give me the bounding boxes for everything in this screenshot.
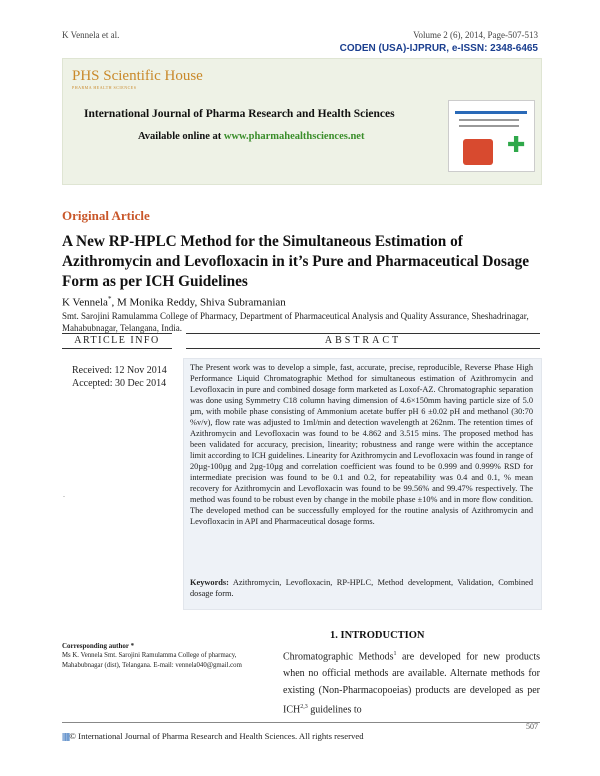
- received-date: Received: 12 Nov 2014: [72, 365, 167, 376]
- cover-title-strip: [455, 111, 527, 114]
- publisher-logo: PHS Scientific House: [72, 68, 203, 84]
- co-authors: , M Monika Reddy, Shiva Subramanian: [111, 296, 286, 309]
- cover-emblem: [463, 139, 493, 165]
- corresponding-author-details: Ms K. Vennela Smt. Sarojini Ramulamma College of pharmacy, Mahabubnagar (dist), Telangana. E-mail: vennela040@gmail.com: [62, 652, 242, 669]
- divider: [62, 333, 172, 334]
- page-number: 507: [526, 722, 538, 731]
- reference-mark: 1: [393, 651, 397, 657]
- copyright-footer: [62, 731, 364, 741]
- running-header-volume: Volume 2 (6), 2014, Page-507-513: [413, 30, 538, 40]
- running-header-author: K Vennela et al.: [62, 30, 120, 40]
- cover-line: [459, 125, 519, 127]
- journal-cover-image: [448, 100, 535, 172]
- available-label: Available online at: [138, 131, 224, 142]
- copyright-text: © International Journal of Pharma Research and Health Sciences. All rights reserved: [69, 731, 364, 741]
- author-list: [62, 295, 286, 309]
- journal-title: International Journal of Pharma Research and Health Sciences: [84, 108, 395, 120]
- abstract-text: The Present work was to develop a simple, fast, accurate, precise, reproducible, Reverse Phase High Performance Liquid Chromatographic Method for simultaneous estimation of Azithromycin and Levofloxacin in pure and combined dosage form marketed as Loxof-AZ. Chromatographic separation was done using Symmetry C18 column having dimension of 4.6×150mm having particle size of 5.0 µm, with mobile phase consisting of Ammonium acetate buffer pH 6 ±0.02 pH and methanol (30:70 %v/v), flow rate was adjusted to 1ml/min and detection wavelength at 262nm. The retention times of Azithromycin and Levofloxacin was found to be 4.862 and 3.515 mins. The proposed method has been validated for accuracy, precision, linearity; robustness and range were within the acceptance limit according to ICH guidelines. Linearity for Azithromycin and Levofloxacin was found in range of 20µg-100µg and 2µg-10µg and correlation coefficient was found to be 0.999 and 0.999% RSD for intermediate precision was found to be 0.1 and 0.2, for repeatability was 0.4 and 0.1, % mean recovery for Azithromycin and Levofloxacin was found to be 99.56% and 99.47% respectively. The method was found to be robust even by change in the mobile phase ±10% and in more flow condition. The developed method can be successfully employed for the routine analysis of Azithromycin and Levofloxacin in API and Pharmaceutical dosage forms.: [190, 363, 533, 526]
- intro-part: are developed for new products when no official methods are available. Alternate methods for existing (Non-Pharmacopoeias) products are developed as per ICH: [283, 651, 541, 716]
- footer-bars-icon: ||||||||||: [62, 731, 70, 741]
- abstract-heading: ABSTRACT: [324, 335, 402, 346]
- coden-issn: CODEN (USA)-IJPRUR, e-ISSN: 2348-6465: [339, 43, 538, 54]
- publisher-logo-sub: PHARMA HEALTH SCIENCES: [72, 85, 137, 90]
- author-name: K Vennela: [62, 296, 108, 309]
- cover-line: [459, 119, 519, 121]
- keywords-label: Keywords:: [190, 578, 229, 587]
- introduction-text: [283, 646, 540, 719]
- intro-part: guidelines to: [307, 704, 362, 716]
- divider: [186, 333, 540, 334]
- accepted-date: Accepted: 30 Dec 2014: [72, 378, 167, 389]
- journal-url-link[interactable]: www.pharmahealthsciences.net: [223, 131, 365, 142]
- keywords: [190, 577, 533, 599]
- medical-cross-icon: ✚: [507, 133, 526, 158]
- footer-divider: [62, 722, 540, 723]
- reference-mark: 2,3: [300, 704, 308, 711]
- section-label: Original Article: [62, 208, 150, 223]
- article-info-heading: ARTICLE INFO: [74, 335, 160, 346]
- intro-part: Chromatographic Methods: [283, 651, 394, 663]
- corresponding-author-label: Corresponding author *: [62, 642, 135, 650]
- divider: [62, 348, 172, 349]
- stray-mark: .: [63, 490, 65, 499]
- divider: [186, 348, 540, 349]
- introduction-heading: 1. INTRODUCTION: [330, 630, 425, 641]
- article-title: A New RP-HPLC Method for the Simultaneous Estimation of Azithromycin and Levofloxacin in it’s Pure and Pharmaceutical Dosage Form as per ICH Guidelines: [62, 233, 530, 290]
- corresponding-mark: *: [107, 295, 112, 303]
- article-dates: [72, 364, 167, 390]
- keywords-list: Azithromycin, Levofloxacin, RP-HPLC, Method development, Validation, Combined dosage form.: [190, 578, 533, 598]
- affiliation: Smt. Sarojini Ramulamma College of Pharmacy, Department of Pharmaceutical Analysis and Quality Assurance, Sheshadrinagar, Mahabubnagar, Telangana, India.: [62, 311, 529, 333]
- available-online: [138, 131, 364, 142]
